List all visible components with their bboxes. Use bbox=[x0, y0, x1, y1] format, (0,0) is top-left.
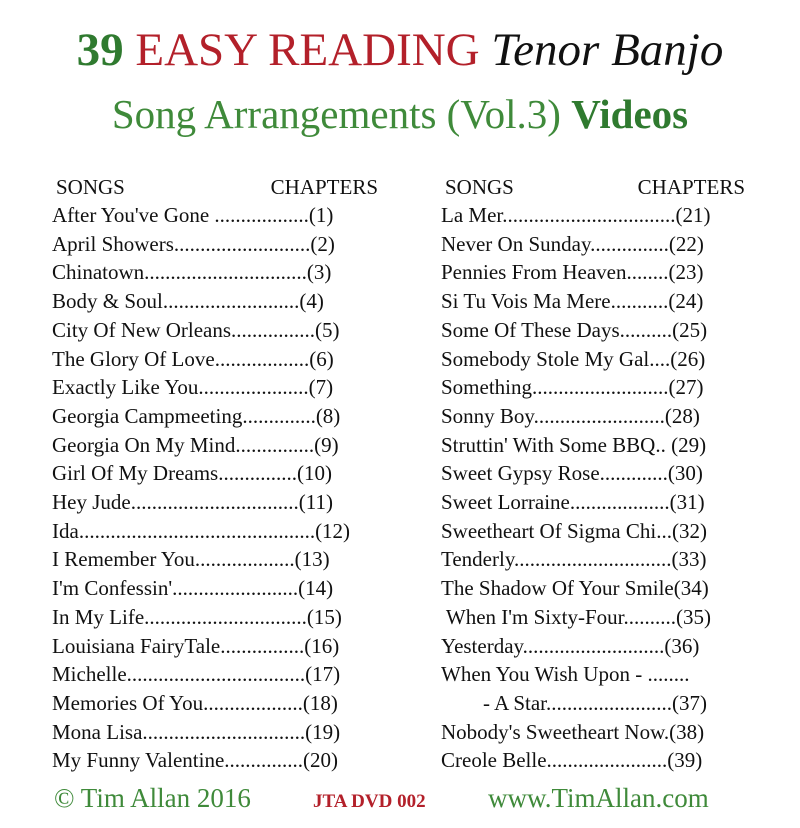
title-count: 39 bbox=[76, 24, 124, 76]
main-title bbox=[0, 22, 800, 78]
songs-header: SONGS bbox=[445, 175, 514, 199]
subtitle-videos: Videos bbox=[571, 91, 689, 137]
copyright-notice: © Tim Allan 2016 bbox=[54, 783, 251, 813]
chapters-header: CHAPTERS bbox=[637, 175, 745, 199]
right-column-header bbox=[441, 173, 745, 201]
website-url: www.TimAllan.com bbox=[488, 783, 709, 813]
song-item: The Glory Of Love..................(6) bbox=[52, 346, 334, 371]
song-item: After You've Gone ..................(1) bbox=[52, 203, 334, 227]
left-column-header bbox=[52, 173, 378, 201]
song-item: Struttin' With Some BBQ.. (29) bbox=[441, 432, 707, 457]
song-item: Sweetheart Of Sigma Chi...(32) bbox=[441, 518, 707, 543]
title-easy-reading: EASY READING bbox=[135, 24, 480, 76]
chapters-header: CHAPTERS bbox=[270, 175, 378, 199]
song-item: Yesterday...........................(36) bbox=[441, 633, 700, 658]
right-song-column bbox=[441, 173, 757, 775]
product-code: JTA DVD 002 bbox=[313, 791, 426, 812]
song-item: April Showers..........................(2) bbox=[52, 231, 335, 256]
song-item: Girl Of My Dreams...............(10) bbox=[52, 461, 332, 486]
song-item: Body & Soul..........................(4) bbox=[52, 289, 324, 314]
song-item: Si Tu Vois Ma Mere...........(24) bbox=[441, 289, 704, 314]
song-item: Pennies From Heaven........(23) bbox=[441, 260, 704, 285]
song-item: Michelle..................................(17) bbox=[52, 662, 341, 687]
song-item: Ida.............................................(12) bbox=[52, 518, 351, 543]
song-item: In My Life...............................(15) bbox=[52, 604, 342, 629]
song-item: City Of New Orleans................(5) bbox=[52, 317, 340, 342]
subtitle-arrangements: Song Arrangements (Vol.3) bbox=[111, 91, 561, 137]
song-item: When I'm Sixty-Four..........(35) bbox=[441, 604, 711, 629]
song-item: - A Star........................(37) bbox=[441, 690, 707, 715]
song-item: Mona Lisa...............................(19) bbox=[52, 719, 341, 744]
song-item: I Remember You...................(13) bbox=[52, 547, 330, 572]
footer bbox=[0, 780, 800, 820]
song-item: Nobody's Sweetheart Now.(38) bbox=[441, 719, 705, 744]
subtitle bbox=[0, 89, 800, 139]
song-item: Sweet Gypsy Rose.............(30) bbox=[441, 461, 703, 486]
song-item: La Mer.................................(21) bbox=[441, 203, 711, 227]
title-instrument: Tenor Banjo bbox=[491, 24, 724, 76]
song-item: Somebody Stole My Gal....(26) bbox=[441, 346, 706, 371]
song-item: Sonny Boy.........................(28) bbox=[441, 403, 700, 428]
song-item: Never On Sunday...............(22) bbox=[441, 231, 704, 256]
song-item: Tenderly..............................(33) bbox=[441, 547, 707, 572]
song-item: When You Wish Upon - ........ bbox=[441, 662, 690, 687]
song-item: Some Of These Days..........(25) bbox=[441, 317, 708, 342]
song-item: Exactly Like You.....................(7) bbox=[52, 375, 334, 400]
song-item: The Shadow Of Your Smile(34) bbox=[441, 576, 709, 601]
songs-header: SONGS bbox=[56, 175, 125, 199]
song-item: Hey Jude................................(11) bbox=[52, 490, 333, 515]
song-item: Sweet Lorraine...................(31) bbox=[441, 490, 705, 515]
song-item: Chinatown...............................(3) bbox=[52, 260, 332, 285]
song-item: Something..........................(27) bbox=[441, 375, 704, 400]
left-song-column bbox=[52, 173, 392, 775]
song-item: Memories Of You...................(18) bbox=[52, 690, 338, 715]
song-item: I'm Confessin'........................(14) bbox=[52, 576, 334, 601]
song-item: Georgia On My Mind...............(9) bbox=[52, 432, 339, 457]
song-item: Georgia Campmeeting..............(8) bbox=[52, 403, 341, 428]
song-item: Louisiana FairyTale................(16) bbox=[52, 633, 340, 658]
song-item: Creole Belle.......................(39) bbox=[441, 748, 703, 773]
song-item: My Funny Valentine...............(20) bbox=[52, 748, 339, 773]
